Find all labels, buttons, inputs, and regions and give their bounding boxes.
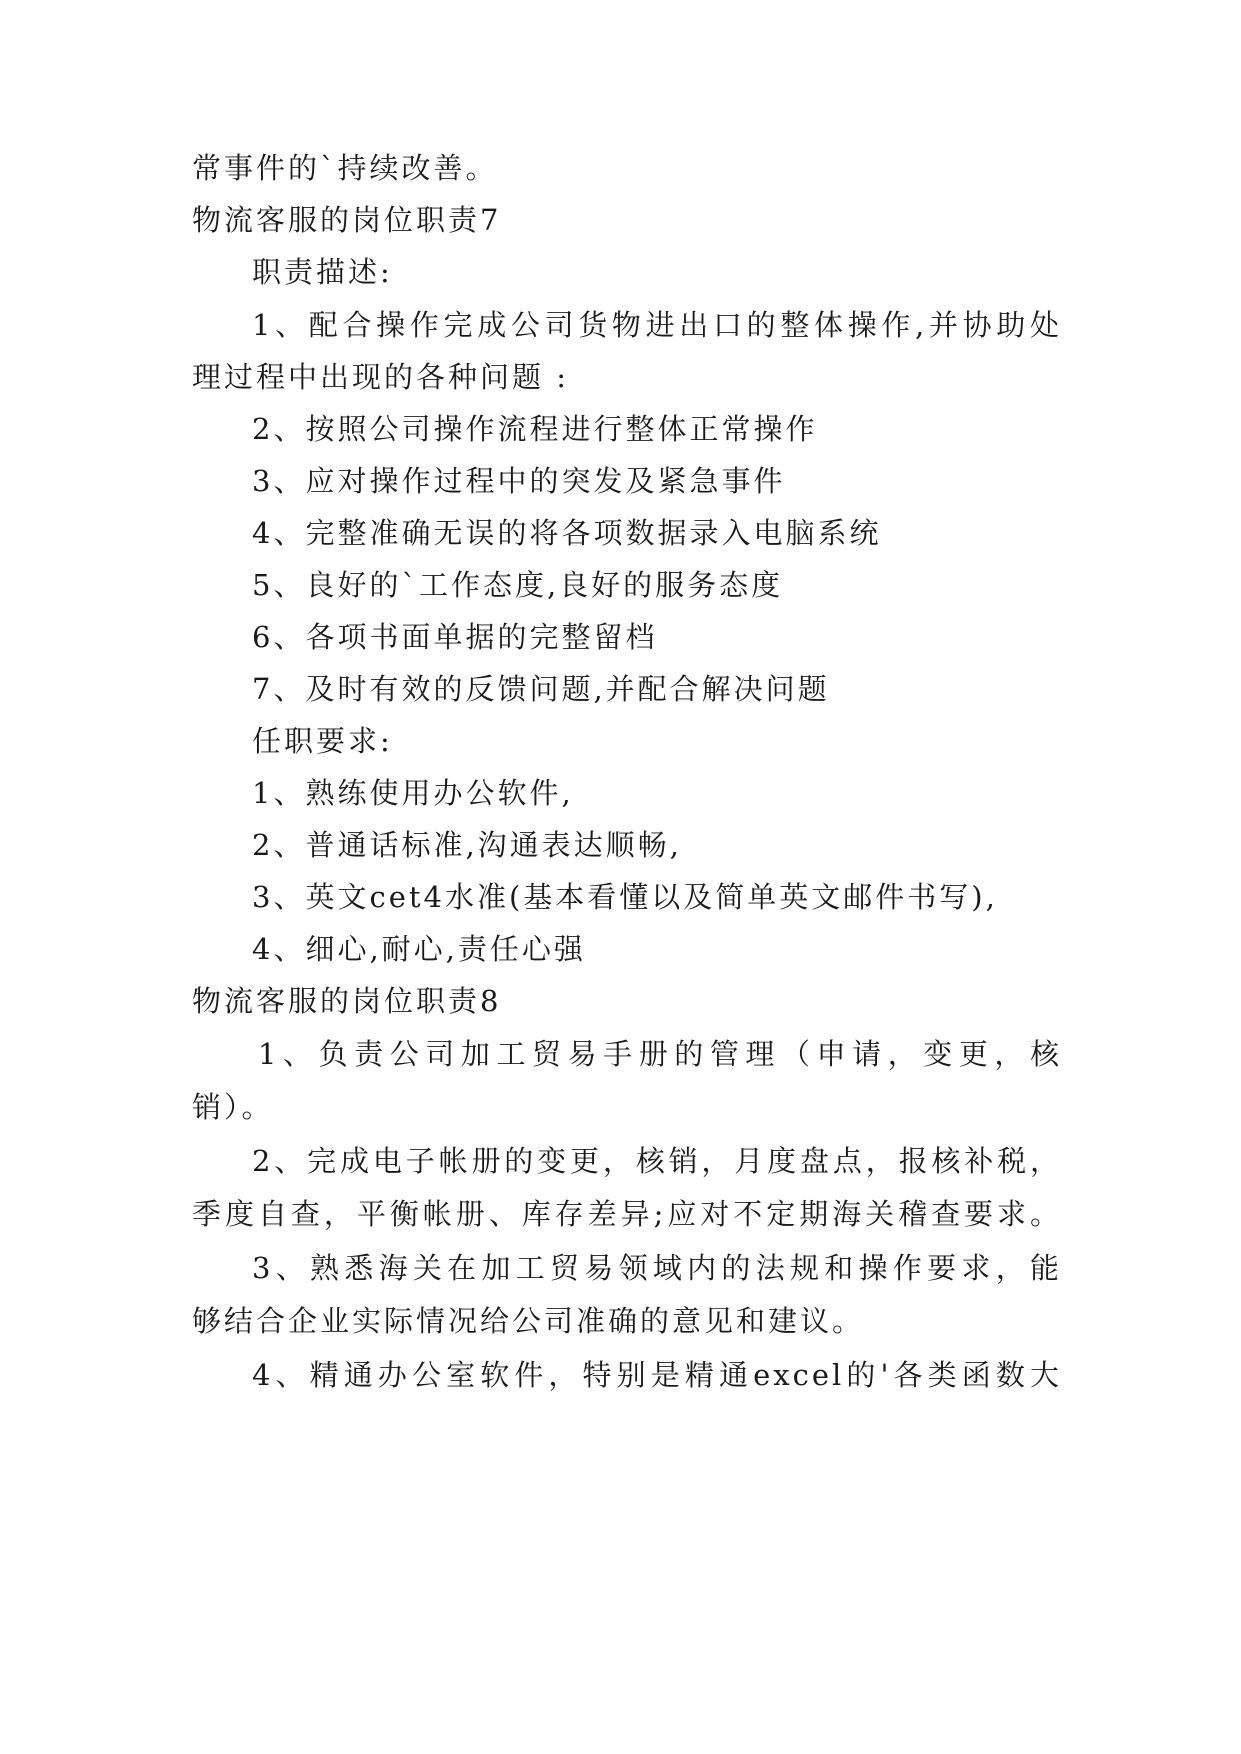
text-line: 1、负责公司加工贸易手册的管理（申请，变更，核 xyxy=(258,1037,1062,1071)
text-line: 2、普通话标准,沟通表达顺畅, xyxy=(252,828,682,862)
subheading-duties: 职责描述: xyxy=(252,255,393,289)
text-line: 季度自查，平衡帐册、库存差异;应对不定期海关稽查要求。 xyxy=(192,1197,1062,1231)
text-line: 6、各项书面单据的完整留档 xyxy=(252,620,658,654)
text-line: 4、细心,耐心,责任心强 xyxy=(252,932,586,966)
subheading-requirements: 任职要求: xyxy=(252,724,393,758)
text-line: 4、完整准确无误的将各项数据录入电脑系统 xyxy=(252,516,882,550)
text-line: 1、配合操作完成公司货物进出口的整体操作,并协助处 xyxy=(252,308,1062,342)
text-line: 销）。 xyxy=(192,1090,274,1124)
text-line: 7、及时有效的反馈问题,并配合解决问题 xyxy=(252,672,830,706)
text-line: 常事件的`持续改善。 xyxy=(192,151,498,185)
text-line: 够结合企业实际情况给公司准确的意见和建议。 xyxy=(192,1304,865,1338)
text-line: 4、精通办公室软件，特别是精通excel的'各类函数大 xyxy=(252,1358,1062,1392)
text-line: 3、应对操作过程中的突发及紧急事件 xyxy=(252,464,786,498)
text-line: 3、英文cet4水准(基本看懂以及简单英文邮件书写), xyxy=(252,880,998,914)
text-line: 理过程中出现的各种问题 : xyxy=(192,360,569,394)
section-heading-8: 物流客服的岗位职责8 xyxy=(192,984,502,1018)
section-heading-7: 物流客服的岗位职责7 xyxy=(192,203,502,237)
text-line: 2、完成电子帐册的变更，核销，月度盘点，报核补税， xyxy=(252,1144,1062,1178)
text-line: 1、熟练使用办公软件, xyxy=(252,776,574,810)
text-line: 5、良好的`工作态度,良好的服务态度 xyxy=(252,568,784,602)
text-line: 3、熟悉海关在加工贸易领域内的法规和操作要求，能 xyxy=(252,1251,1062,1285)
text-line: 2、按照公司操作流程进行整体正常操作 xyxy=(252,412,818,446)
